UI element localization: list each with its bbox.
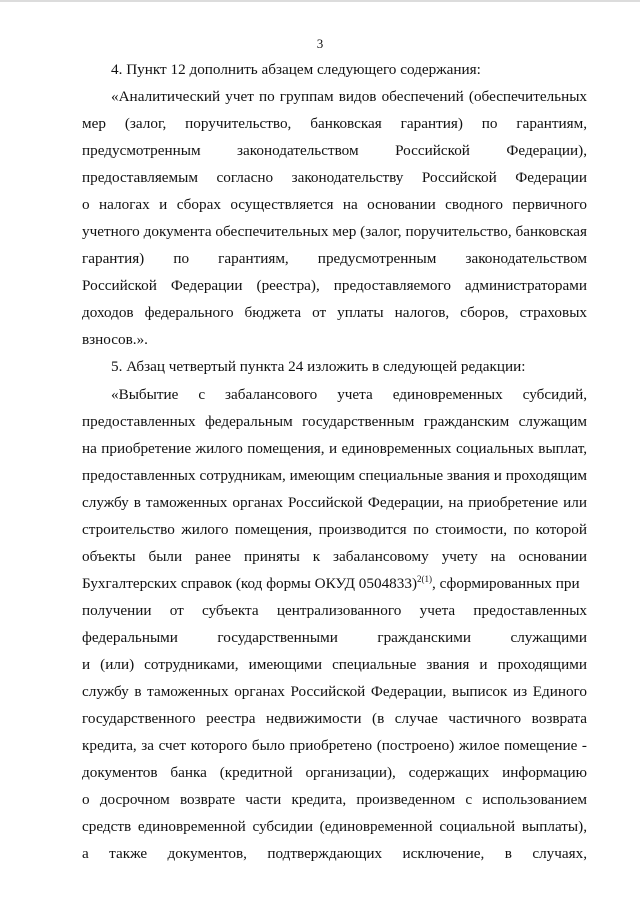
paragraph-line: и (или) сотрудниками, имеющими специальные звания и проходящими: [82, 656, 587, 673]
line-text-tail: , сформированных при: [432, 575, 580, 592]
paragraph-line: федеральными государственными гражданскими служащими: [82, 629, 587, 646]
paragraph-line: гарантия) по гарантиям, предусмотренным законодательством: [82, 250, 587, 267]
paragraph-line: «Выбытие с забалансового учета единовременных субсидий,: [111, 386, 587, 403]
paragraph-line: предоставляемым согласно законодательству Российской Федерации: [82, 169, 587, 186]
paragraph-line: о досрочном возврате части кредита, произведенном с использованием: [82, 791, 587, 808]
paragraph-line: на приобретение жилого помещения, и единовременных социальных выплат,: [82, 440, 587, 457]
paragraph-line: кредита, за счет которого было приобретено (построено) жилое помещение -: [82, 737, 587, 754]
page-top-edge: [0, 0, 640, 2]
paragraph-line: а также документов, подтверждающих исключение, в случаях,: [82, 845, 587, 862]
paragraph-line: объекты были ранее приняты к забалансовому учету на основании: [82, 548, 587, 565]
paragraph-line-with-footnote: [82, 575, 587, 593]
item-4-heading: 4. Пункт 12 дополнить абзацем следующего содержания:: [111, 61, 481, 78]
paragraph-line: строительство жилого помещения, производится по стоимости, по которой: [82, 521, 587, 538]
paragraph-line: учетного документа обеспечительных мер (залог, поручительство, банковская: [82, 223, 587, 240]
page-number: 3: [316, 36, 324, 51]
paragraph-line: мер (залог, поручительство, банковская гарантия) по гарантиям,: [82, 115, 587, 132]
paragraph-line: предоставленных сотрудникам, имеющим специальные звания и проходящим: [82, 467, 587, 484]
paragraph-line: взносов.».: [82, 331, 148, 348]
line-text: Бухгалтерских справок (код формы ОКУД 0504833): [82, 575, 417, 592]
paragraph-line: «Аналитический учет по группам видов обеспечений (обеспечительных: [111, 88, 587, 105]
paragraph-line: документов банка (кредитной организации), содержащих информацию: [82, 764, 587, 781]
paragraph-line: о налогах и сборах осуществляется на основании сводного первичного: [82, 196, 587, 213]
item-5-heading: 5. Абзац четвертый пункта 24 изложить в следующей редакции:: [111, 358, 526, 375]
paragraph-line: службу в таможенных органах Российской Федерации, выписок из Единого: [82, 683, 587, 700]
paragraph-line: предусмотренным законодательством Российской Федерации),: [82, 142, 587, 159]
paragraph-line: службу в таможенных органах Российской Федерации, на приобретение или: [82, 494, 587, 511]
footnote-reference: 2(1): [417, 574, 432, 584]
paragraph-line: предоставленных федеральным государственным гражданским служащим: [82, 413, 587, 430]
paragraph-line: получении от субъекта централизованного учета предоставленных: [82, 602, 587, 619]
paragraph-line: государственного реестра недвижимости (в случае частичного возврата: [82, 710, 587, 727]
paragraph-line: средств единовременной субсидии (единовременной социальной выплаты),: [82, 818, 587, 835]
paragraph-line: Российской Федерации (реестра), предоставляемого администраторами: [82, 277, 587, 294]
paragraph-line: доходов федерального бюджета от уплаты налогов, сборов, страховых: [82, 304, 587, 321]
